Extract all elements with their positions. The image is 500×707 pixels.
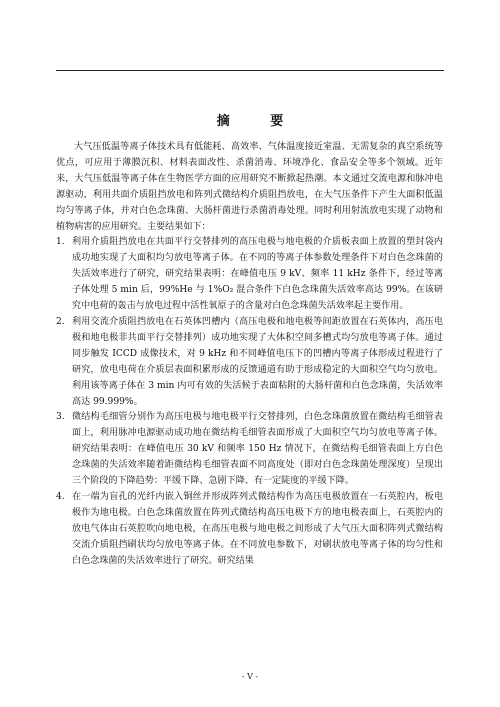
list-item-number: 1. — [56, 237, 65, 248]
list-item-text: 利用介质阻挡放电在共面平行交替排列的高压电极与地电极的介质板表面上放置的塑封袋内成功地实现了大面积均匀放电等离子体。在不同的等离子体参数处理条件下对白色念珠菌的失活效率进行了研究，研究结果表明：在峰值电压 9 kV、频率 11 kHz 条件下，经过等离子体处理 5 min 后，99%He 与 1%O₂ 混合条件下白色念珠菌失活效率高达 99%。在该研究中电荷的轰击与放电过程中活性氧原子的含量对白色念珠菌失活效率起主要作用。 — [72, 237, 443, 312]
list-item-number: 2. — [56, 316, 65, 327]
page-title: 摘 要 — [216, 114, 302, 129]
results-list — [56, 235, 443, 569]
header-rule — [56, 70, 444, 71]
list-item — [56, 315, 443, 410]
list-item-number: 4. — [56, 491, 65, 502]
list-item — [56, 410, 443, 490]
page-number: - V - — [241, 672, 259, 681]
list-item — [56, 235, 443, 315]
abstract-body — [56, 140, 443, 569]
list-item-number: 3. — [56, 412, 65, 423]
list-item-text: 在一端为盲孔的光纤内嵌入铜丝并形成阵列式微结构作为高压电极放置在一石英腔内，板电极作为地电极。白色念珠菌放置在阵列式微结构高压电极下方的地电极表面上，石英腔内的放电气体由石英腔吹向地电极，在高压电极与地电极之间形成了大气压大面积阵列式微结构交流介质阻挡刷状均匀放电等离子体。在不同放电参数下，对刷状放电等离子体的均匀性和白色念珠菌的失活效率进行了研究。研究结果 — [72, 491, 443, 566]
list-item-text: 微结构毛细管分别作为高压电极与地电极平行交替排列，白色念珠菌放置在微结构毛细管表面上，利用脉冲电源驱动成功地在微结构毛细管表面形成了大面积空气均匀放电等离子体。研究结果表明：在峰值电压 30 kV 和频率 150 Hz 情况下，在微结构毛细管表面上方白色念珠菌的失活效率随着距微结构毛细管表面不同高度处（即对白色念珠菌处理深度）呈现出三个阶段的下降趋势：平缓下降、急剧下降、有一定陡度的平缓下降。 — [72, 412, 443, 487]
list-item — [56, 490, 443, 570]
list-item-text: 利用交流介质阻挡放电在石英体凹槽内（高压电极和地电极等间距放置在石英体内，高压电极和地电极非共面平行交替排列）成功地实现了大体积空间多槽式均匀放电等离子体。通过同步触发 ICCD 成像技术，对 9 kHz 和不同峰值电压下的凹槽内等离子体形成过程进行了研究，放电电荷在介质层表面积累形成的反馈通道有助于形成稳定的大面积空气均匀放电。利用该等离子体在 3 min 内可有效的失活候于表面粘附的大肠杆菌和白色念珠菌，失活效率高达 99.999%。 — [72, 316, 443, 407]
intro-paragraph: 大气压低温等离子体技术具有低能耗、高效率、气体温度接近室温、无需复杂的真空系统等优点，可应用于薄膜沉积、材料表面改性、杀菌消毒、环境净化、食品安全等多个领域。近年来，大气压低温等离子体在生物医学方面的应用研究不断掀起热潮。本文通过交流电源和脉冲电源驱动，利用共面介质阻挡放电和阵列式微结构介质阻挡放电，在大气压条件下产生大面积低温均匀等离子体，并对白色念珠菌、大肠杆菌进行杀菌消毒处理。同时利用射流放电实现了动物和植物病害的应用研究。主要结果如下： — [56, 142, 443, 232]
